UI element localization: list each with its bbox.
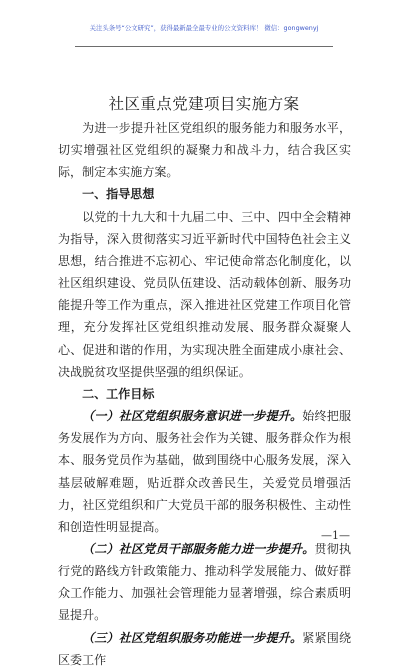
header-banner: 关注头条号“公文研究”，获得最新最全最专业的公文资料库！ 微信：gongwenyj — [89, 24, 319, 32]
header-divider — [75, 46, 333, 47]
document-title: 社区重点党建项目实施方案 — [108, 95, 300, 113]
document-body — [58, 117, 351, 671]
section-heading-guiding-ideology: 一、指导思想 — [82, 187, 155, 202]
goal-lead-service-function: （三）社区党组织服务功能进一步提升。 — [82, 630, 303, 645]
section-heading-work-goals: 二、工作目标 — [82, 386, 155, 401]
goal-paragraph-cadre-capability — [58, 538, 351, 627]
goal-text-service-function: 紧紧围绕区委工作 — [58, 630, 352, 667]
goal-text-cadre-capability: 贯彻执行党的路线方针政策能力、推动科学发展能力、做好群众工作能力、加强社会管理能力显著增强，综合素质明显提升。 — [58, 541, 352, 623]
goal-lead-cadre-capability: （二）社区党员干部服务能力进一步提升。 — [82, 541, 315, 556]
page-number: —1— — [321, 529, 350, 542]
guiding-ideology-paragraph: 以党的十九大和十九届二中、三中、四中全会精神为指导，深入贯彻落实习近平新时代中国特色社会主义思想，结合推进不忘初心、牢记使命常态化制度化，以社区组织建设、党员队伍建设、活动载体创新、服务功能提升等工作为重点，深入推进社区党建工作项目化管理，充分发挥社区党组织推动发展、服务群众凝聚人心、促进和谐的作用，为实现决胜全面建成小康社会、决战脱贫攻坚提供坚强的组织保证。 — [58, 209, 351, 379]
intro-paragraph: 为进一步提升社区党组织的服务能力和服务水平，切实增强社区党组织的凝聚力和战斗力，结合我区实际，制定本实施方案。 — [58, 121, 351, 180]
goal-paragraph-service-function — [58, 627, 351, 671]
goal-paragraph-service-awareness — [58, 405, 351, 538]
goal-text-service-awareness: 始终把服务发展作为方向、服务社会作为关键、服务群众作为根本、服务党员作为基础，做到围绕中心服务发展，深入基层破解难题，贴近群众改善民生，关爱党员增强活力，社区党组织和广大党员干部的服务积极性、主动性和创造性明显提高。 — [58, 409, 352, 534]
goal-lead-service-awareness: （一）社区党组织服务意识进一步提升。 — [82, 409, 303, 424]
